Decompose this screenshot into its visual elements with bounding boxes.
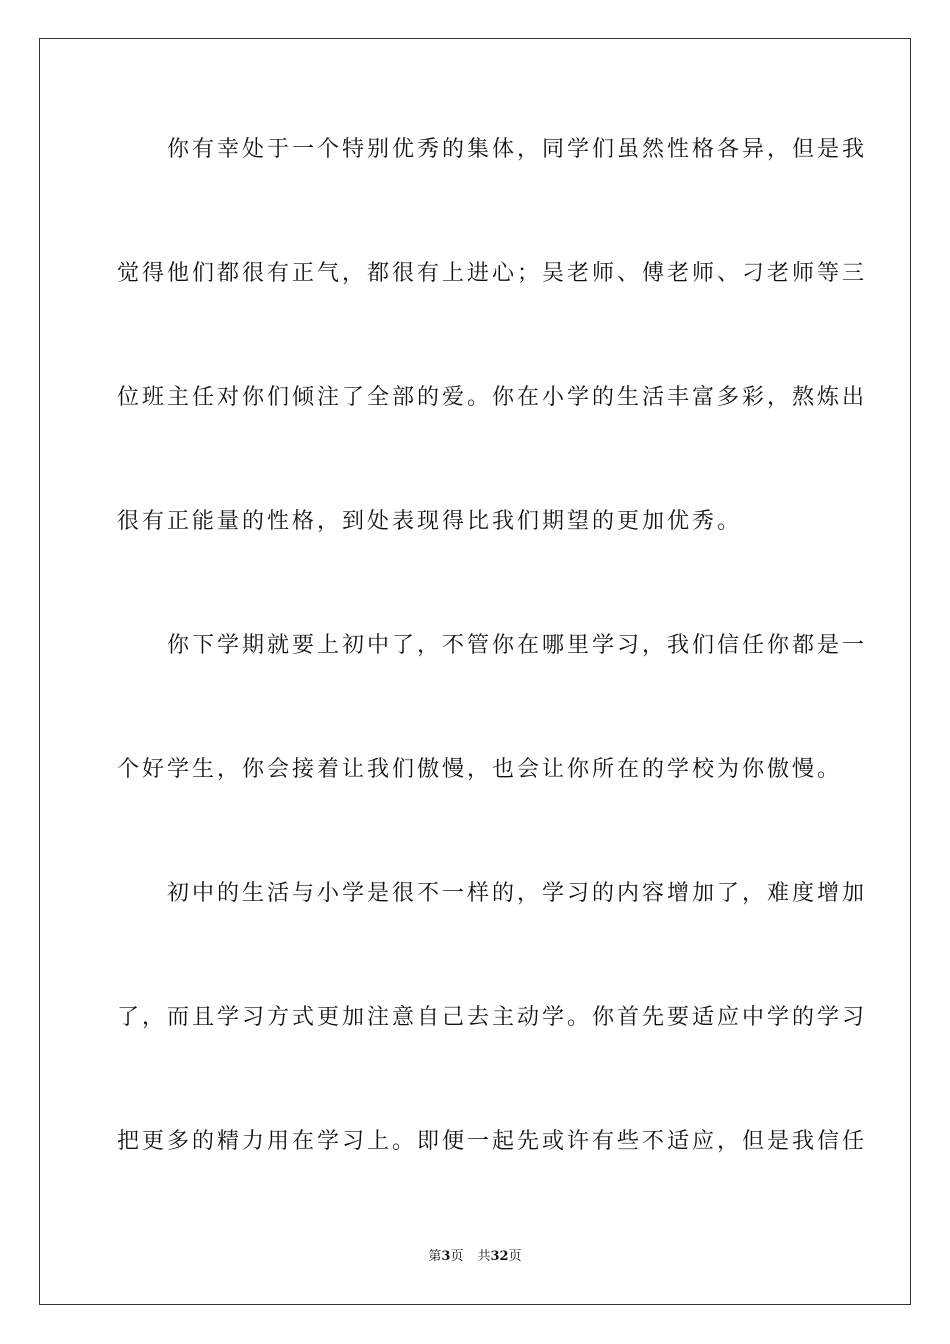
text-line-8: 了，而且学习方式更加注意自己去主动学。你首先要适应中学的学习 [117,1005,868,1030]
page-border [39,38,911,1305]
page-label-prefix: 第 [428,1249,442,1264]
page-label-suffix: 页 [450,1249,464,1264]
text-line-4: 很有正能量的性格，到处表现得比我们期望的更加优秀。 [117,509,743,534]
total-label-suffix: 页 [508,1249,522,1264]
text-line-3: 位班主任对你们倾注了全部的爱。你在小学的生活丰富多彩，熬炼出 [117,385,868,410]
text-line-2: 觉得他们都很有正气，都很有上进心；吴老师、傅老师、刁老师等三 [117,261,868,286]
total-pages: 32 [490,1249,509,1264]
text-line-6: 个好学生，你会接着让我们傲慢，也会让你所在的学校为你傲慢。 [117,757,843,782]
text-line-7: 初中的生活与小学是很不一样的，学习的内容增加了，难度增加 [117,881,868,906]
text-line-9: 把更多的精力用在学习上。即便一起先或许有些不适应，但是我信任 [117,1129,868,1154]
total-label-prefix: 共 [477,1249,491,1264]
text-line-5: 你下学期就要上初中了，不管你在哪里学习，我们信任你都是一 [117,633,868,658]
text-line-1: 你有幸处于一个特别优秀的集体，同学们虽然性格各异，但是我 [117,137,868,162]
page-footer [0,1247,950,1267]
page-number: 3 [441,1249,451,1264]
